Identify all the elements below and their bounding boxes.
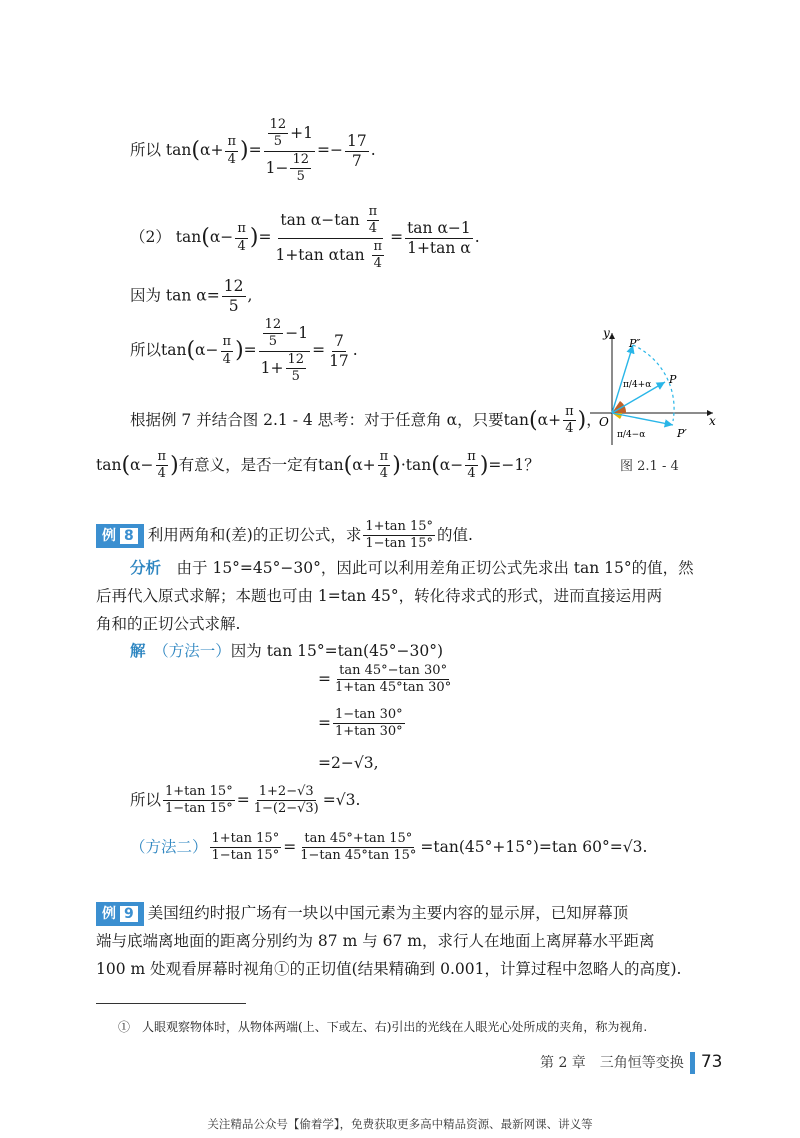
equation-line-1: 所以 tan(α+ $\frac{\pi}{4}$ )= $\frac{12}{5}$ +1 1− $\frac{12}{5}$ =− $\frac{17}{7}$ .	[130, 117, 376, 184]
P2-label: P″	[629, 337, 641, 350]
P1-label: P′	[677, 427, 687, 440]
eq2-prefix: （2） tan	[130, 228, 202, 247]
ex8-tail: 的值.	[437, 525, 473, 544]
solution-line-2: = $\frac{\tan 45^\circ-\tan 30^\circ}{1+\tan 45^\circ\tan 30^\circ}$	[318, 663, 452, 696]
think-text-1: 根据例 7 并结合图 2.1 - 4 思考：对于任意角 α，只要tan	[130, 410, 530, 429]
method2-end: =tan(45°+15°)=tan 60°=√3.	[420, 837, 648, 856]
method2-line: （方法二） $\frac{1+\tan 15^\circ}{1-\tan 15^\circ}$ = $\frac{\tan 45^\circ+\tan 15^\circ}{1-\tan 45^\circ\tan 15^\circ}$ =tan(45°+15°)=tan 60°=√3.	[130, 831, 648, 864]
solution-line-3: = $\frac{1-\tan 30^\circ}{1+\tan 30^\circ}$	[318, 707, 403, 740]
chapter-bar	[690, 1052, 695, 1074]
ex8-text: 利用两角和(差)的正切公式，求	[147, 525, 362, 544]
x-label: x	[709, 414, 716, 428]
y-label: y	[603, 326, 610, 340]
footnote-mark: ①	[118, 1020, 131, 1034]
therefore-end: =√3.	[322, 790, 361, 809]
eq3-text: 因为 tan α=	[130, 286, 220, 305]
P-label: P	[669, 373, 677, 386]
analysis-text-1: 由于 15°=45°−30°，因此可以利用差角正切公式先求出 tan 15°的值，然	[176, 559, 694, 577]
example-8-tag	[96, 524, 144, 548]
example-8-line: 例 8 利用两角和(差)的正切公式，求 $\frac{1+\tan 15^\circ}{1-\tan 15^\circ}$ 的值.	[96, 520, 473, 552]
origin-label: O	[599, 415, 609, 429]
think-text-2a: 有意义，是否一定有tan	[178, 455, 344, 474]
unit-circle-figure	[585, 325, 720, 450]
example-9-line-1	[96, 902, 628, 926]
footnote-text: 人眼观察物体时，从物体两端(上、下或左、右)引出的光线在人眼光心处所成的夹角，称为视角.	[142, 1020, 648, 1034]
solution-line-5: 所以 $\frac{1+\tan 15^\circ}{1-\tan 15^\circ}$ = $\frac{1+2-√3}{1-(2-√3)}$ =√3.	[130, 784, 361, 817]
equation-line-4: 所以tan(α− $\frac{\pi}{4}$ )= $\frac{12}{5}$ −1 1+ $\frac{12}{5}$ = $\frac{7}{17}$ .	[130, 317, 358, 384]
footnote	[118, 1018, 647, 1035]
angle-minus-label: π/4−α	[617, 430, 646, 440]
analysis-line-1	[130, 557, 694, 579]
ex9-text-1: 美国纽约时报广场有一块以中国元素为主要内容的显示屏，已知屏幕顶	[147, 904, 629, 922]
ex9-num: 9	[120, 906, 138, 922]
equation-line-2: （2） tan(α− $\frac{\pi}{4}$ )= tan α−tan $\frac{\pi}{4}$ 1+tan αtan $\frac{\pi}{4}$ = $\frac{\text{tan α−1}}{\text{1+tan α}}$ .	[130, 204, 480, 271]
analysis-line-2: 后再代入原式求解；本题也可由 1=tan 45°，转化待求式的形式，进而直接运用两	[96, 587, 663, 605]
chapter-footer	[540, 1052, 722, 1074]
eq4-prefix: 所以tan	[130, 341, 187, 360]
method1-label: （方法一）	[161, 642, 231, 660]
solution-line-4: =2−√3,	[318, 754, 379, 772]
analysis-label: 分析	[130, 558, 162, 577]
page-number: 73	[700, 1052, 723, 1072]
ex9-tag-text: 例	[102, 906, 116, 922]
chapter-title: 第 2 章 三角恒等变换	[540, 1055, 684, 1071]
ex8-tag-text: 例	[102, 527, 116, 544]
think-text-2c: =−1？	[488, 455, 540, 474]
angle-plus-label: π/4+α	[623, 380, 652, 390]
example-9-line-2: 端与底端离地面的距离分别约为 87 m 与 67 m，求行人在地面上离屏幕水平距离	[96, 932, 655, 950]
bottom-note: 关注精品公众号【偷着学】，免费获取更多高中精品资源、最新网课、讲义等	[207, 1117, 593, 1131]
think-line-2: tan(α− $\frac{\pi}{4}$ )有意义，是否一定有tan(α+ $\frac{\pi}{4}$ )·tan(α− $\frac{\pi}{4}$ )=−1？	[96, 449, 540, 482]
method2-label: （方法二）	[130, 837, 208, 856]
equation-line-3: 因为 tan α= $\frac{12}{5}$ ,	[130, 277, 253, 316]
example-9-line-3: 100 m 处观看屏幕时视角①的正切值(结果精确到 0.001，计算过程中忽略人的高度).	[96, 960, 682, 978]
vector-OP1	[612, 413, 673, 425]
footnote-rule	[96, 1003, 246, 1004]
solution-line-1	[130, 640, 443, 662]
ex8-num: 8	[120, 528, 138, 544]
figure-caption: 图 2.1 - 4	[620, 459, 679, 474]
eq1-prefix: 所以 tan	[130, 141, 192, 160]
think-text-2b: ·tan	[400, 455, 432, 474]
think-line-1: 根据例 7 并结合图 2.1 - 4 思考：对于任意角 α，只要tan(α+ $\frac{\pi}{4}$ )，	[130, 404, 602, 437]
analysis-line-3: 角和的正切公式求解.	[96, 615, 241, 633]
example-9-tag	[96, 902, 144, 926]
solution-text-1: 因为 tan 15°=tan(45°−30°)	[230, 642, 444, 660]
therefore-text: 所以	[130, 790, 162, 809]
solution-label: 解	[130, 641, 146, 660]
